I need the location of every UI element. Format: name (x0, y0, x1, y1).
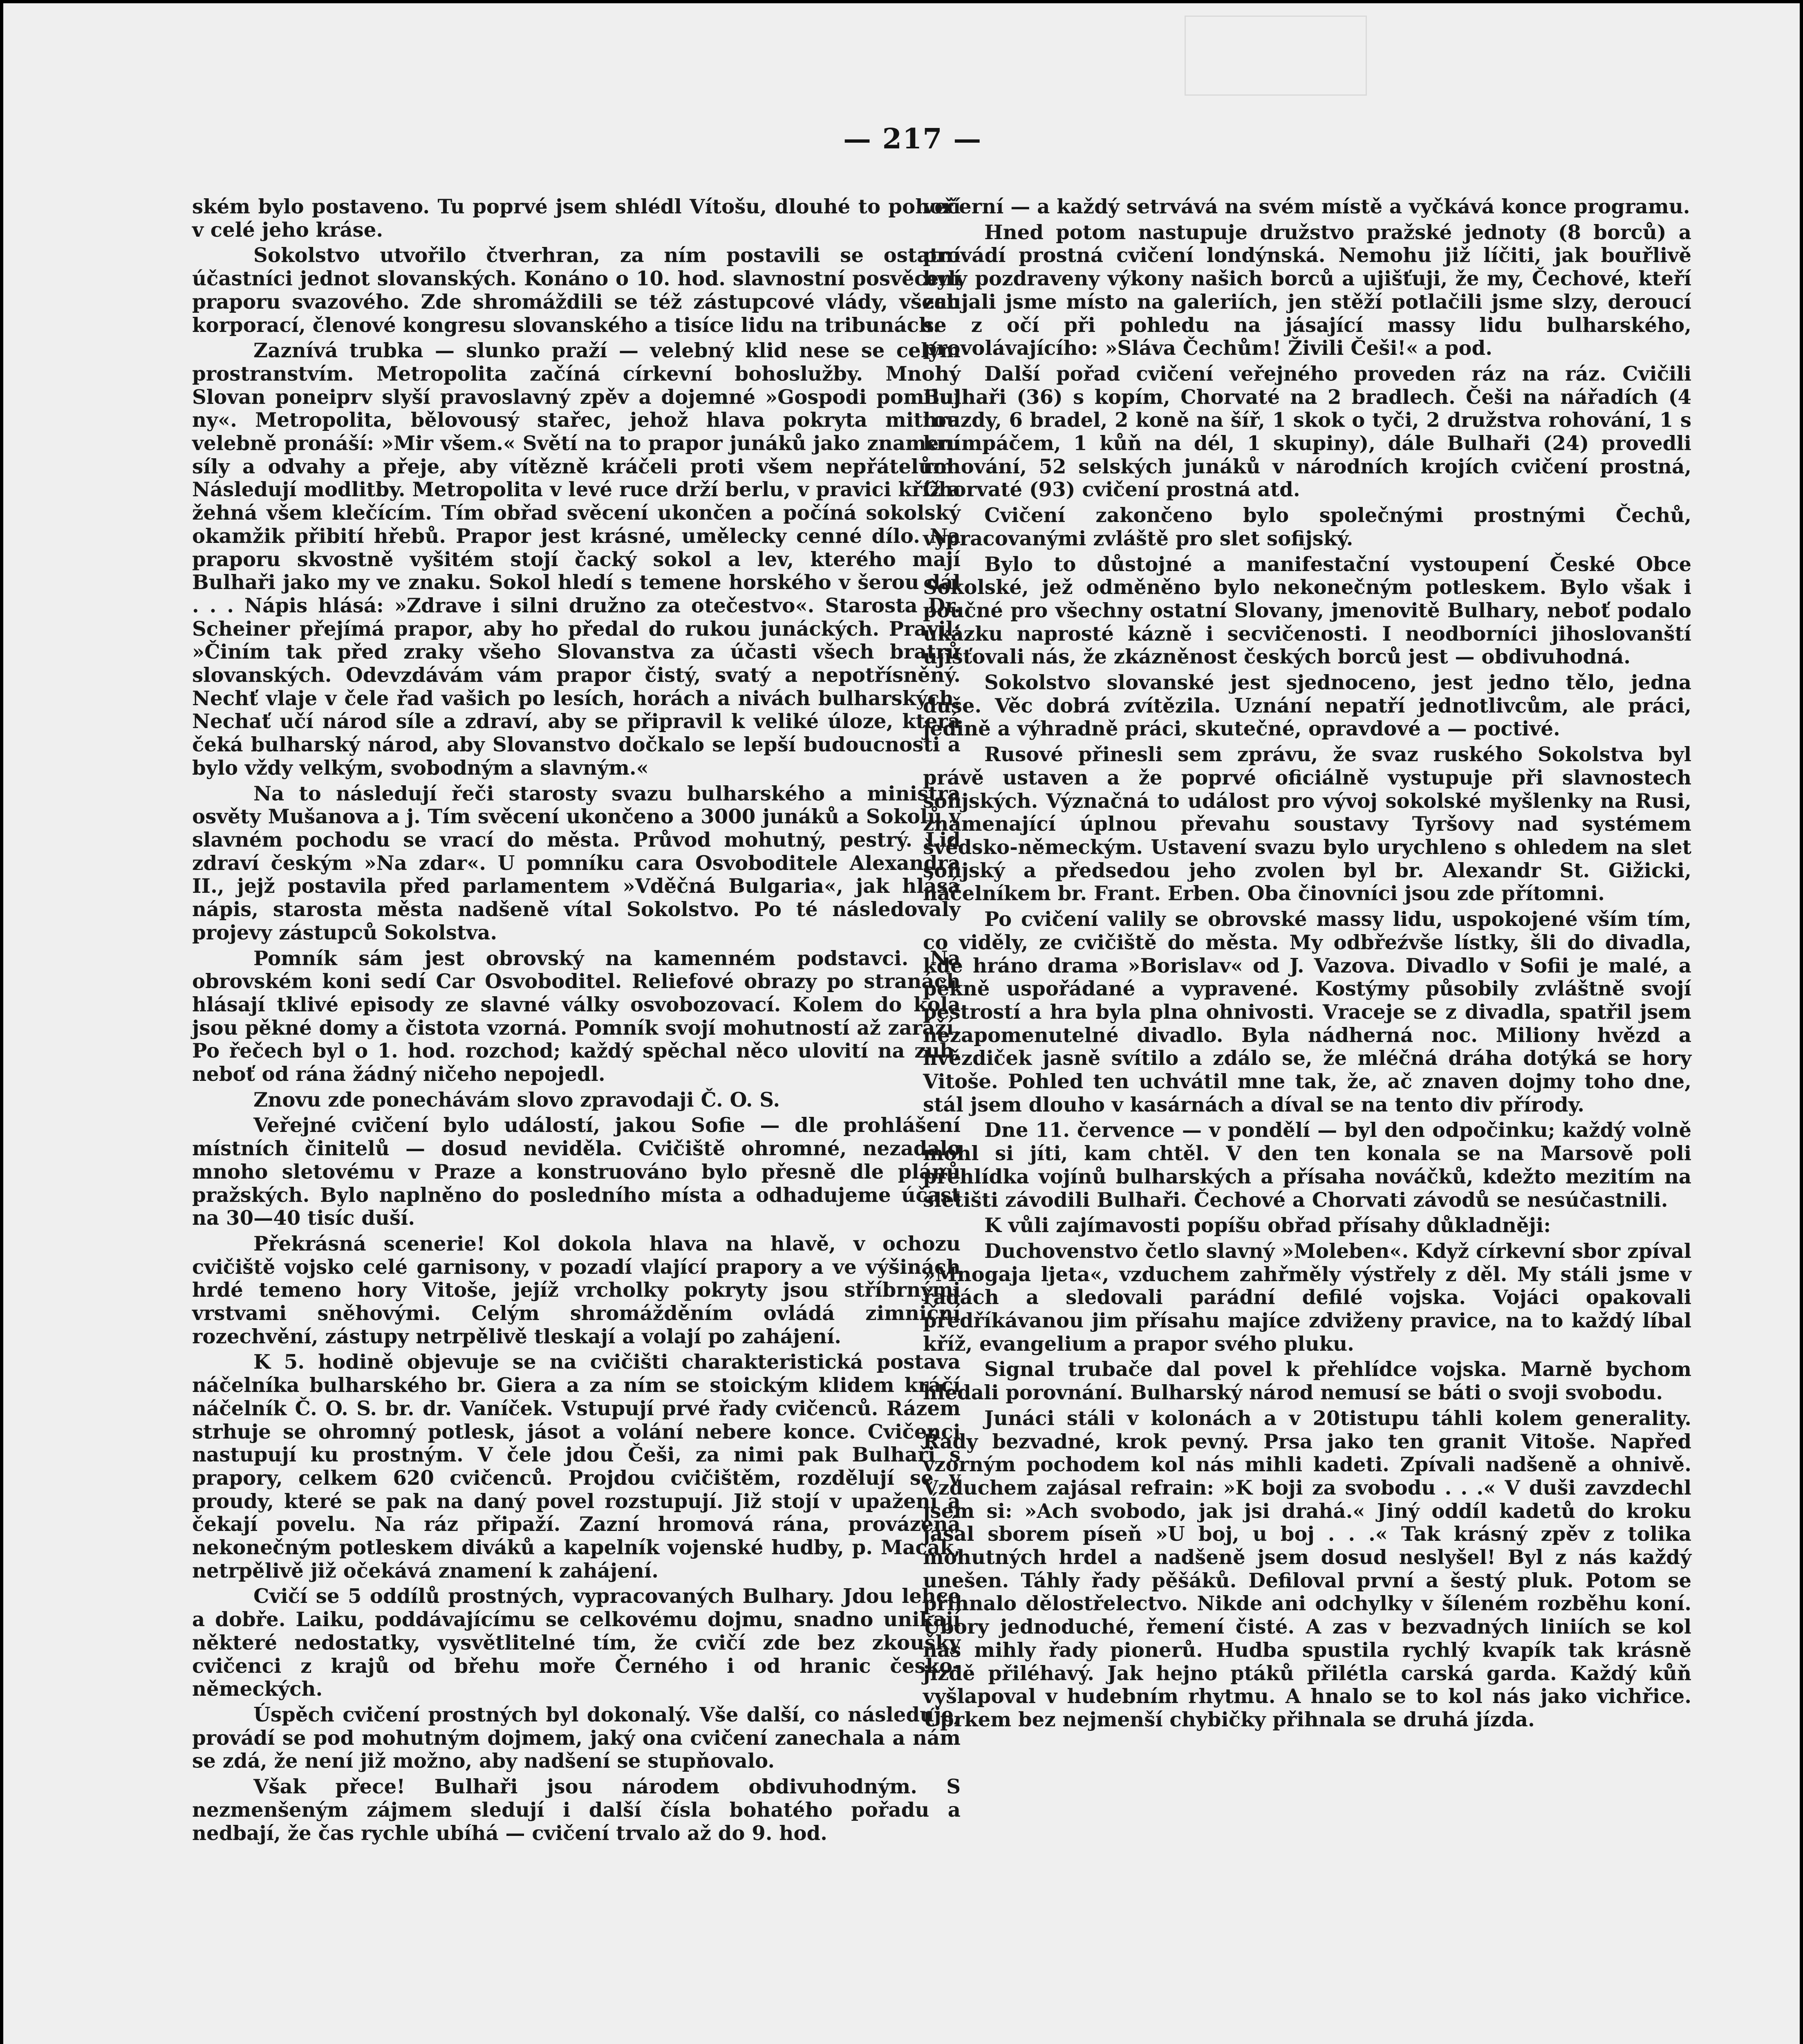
page-number: — 217 — (843, 123, 982, 155)
left-column (192, 195, 961, 1847)
paragraph: Cvičí se 5 oddílů prostných, vypracovaných Bulhary. Jdou lehce a dobře. Laiku, poddávajícímu se celkovému dojmu, snadno unikají některé nedostatky, vysvětlitelné tím, že cvičí zde bez zkoušky cvičenci z krajů od břehu moře Černého i od hranic česko-německých. (192, 1585, 961, 1701)
scan-artifact (1185, 16, 1367, 96)
paragraph: Další pořad cvičení veřejného proveden ráz na ráz. Cvičili Bulhaři (36) s kopím, Chorvaté na 2 bradlech. Češi na nářadích (4 hrazdy, 6 bradel, 2 koně na šíř, 1 skok o tyči, 2 družstva rohování, 1 s krumpáčem, 1 kůň na dél, 1 skupiny), dále Bulhaři (24) provedli rohování, 52 selských junáků v národních krojích cvičení prostná, Chorvaté (93) cvičení prostná atd. (923, 362, 1691, 502)
paragraph: Duchovenstvo četlo slavný »Moleben«. Když církevní sbor zpíval »Mnogaja ljeta«, vzduchem zahřměly výstřely z děl. My stáli jsme v řadách a sledovali parádní defilé vojska. Vojáci opakovali předříkávanou jim přísahu majíce zdviženy pravice, na to každý líbal kříž, evangelium a prapor svého pluku. (923, 1239, 1691, 1356)
paragraph: Zaznívá trubka — slunko praží — velebný klid nese se celým prostranstvím. Metropolita začíná církevní bohoslužby. Mnohý Slovan poneiprv slyší pravoslavný zpěv a dojemné »Gospodi pomiluj ny«. Metropolita, bělovousý stařec, jehož hlava pokryta mitrou velebně pronáší: »Mir všem.« Světí na to prapor junáků jako znamení síly a odvahy a přeje, aby vítězně kráčeli proti všem nepřátelům. Následují modlitby. Metropolita v levé ruce drží berlu, v pravici kříž a žehná všem klečícím. Tím obřad svěcení ukončen a počíná sokolský okamžik přibití hřebů. Prapor jest krásné, umělecky cenné dílo. Na praporu skvostně vyšitém stojí čacký sokol a lev, kterého mají Bulhaři jako my ve znaku. Sokol hledí s temene horského v šerou dál . . . Nápis hlásá: »Zdrave i silni družno za otečestvo«. Starosta Dr. Scheiner přejímá prapor, aby ho předal do rukou junáckých. Pravil: »Činím tak před zraky všeho Slovanstva za účasti všech bratrů slovanských. Odevzdávám vám prapor čistý, svatý a nepotřísněný. Nechť vlaje v čele řad vašich po lesích, horách a nivách bulharských. Nechať učí národ síle a zdraví, aby se připravil k veliké úloze, která čeká bulharský národ, aby Slovanstvo dočkalo se lepší budoucnosti a bylo vždy velkým, svobodným a slavným.« (192, 339, 961, 780)
paragraph: Však přece! Bulhaři jsou národem obdivuhodným. S nezmenšeným zájmem sledují i další čísla bohatého pořadu a nedbají, že čas rychle ubíhá — cvičení trvalo až do 9. hod. (192, 1775, 961, 1845)
paragraph: K vůli zajímavosti popíšu obřad přísahy důkladněji: (984, 1214, 1551, 1237)
paragraph: Sokolstvo utvořilo čtverhran, za ním postavili se ostatní účastníci jednot slovanských. Konáno o 10. hod. slavnostní posvěcení praporu svazového. Zde shromáždili se též zástupcové vlády, všech korporací, členové kongresu slovanského a tisíce lidu na tribunách. (192, 244, 961, 337)
paragraph: Překrásná scenerie! Kol dokola hlava na hlavě, v ochozu cvičiště vojsko celé garnisony, v pozadí vlající prapory a ve výšinách hrdé temeno hory Vitoše, jejíž vrcholky pokryty jsou stříbrnými vrstvami sněhovými. Celým shromážděním ovládá zimniční rozechvění, zástupy netrpělivě tleskají a volají po zahájení. (192, 1232, 961, 1348)
paragraph: večerní — a každý setrvává na svém místě a vyčkává konce programu. (923, 195, 1690, 218)
paragraph: Úspěch cvičení prostných byl dokonalý. Vše další, co následuje, provádí se pod mohutným dojmem, jaký ona cvičení zanechala a nám se zdá, že není již možno, aby nadšení se stupňovalo. (192, 1703, 961, 1773)
paragraph: Rusové přinesli sem zprávu, že svaz ruského Sokolstva byl právě ustaven a že poprvé oficiálně vystupuje při slavnostech sofijských. Význačná to událost pro vývoj sokolské myšlenky na Rusi, znamenající úplnou převahu soustavy Tyršovy nad systémem švédsko-německým. Ustavení svazu bylo urychleno s ohledem na slet sofijský a předsedou jeho zvolen byl br. Alexandr St. Gižicki, náčelníkem br. Frant. Erben. Oba činovníci jsou zde přítomni. (923, 743, 1691, 905)
paragraph: Bylo to důstojné a manifestační vystoupení České Obce Sokolské, jež odměněno bylo nekonečným potleskem. Bylo však i poučné pro všechny ostatní Slovany, jmenovitě Bulhary, neboť podalo ukázku naprosté kázně i secvičenosti. I neodborníci jihoslovanští ujišťovali nás, že zkázněnost českých borců jest — obdivuhodná. (923, 553, 1691, 669)
paragraph: Veřejné cvičení bylo událostí, jakou Sofie — dle prohlášení místních činitelů — dosud neviděla. Cvičiště ohromné, nezadalo mnoho sletovému v Praze a konstruováno bylo přesně dle plánů pražských. Bylo naplněno do posledního místa a odhadujeme účast na 30—40 tisíc duší. (192, 1114, 961, 1230)
paragraph: Dne 11. července — v pondělí — byl den odpočinku; každý volně mohl si jíti, kam chtěl. V den ten konala se na Marsově poli přehlídka vojínů bulharských a přísaha nováčků, kdežto mezitím na sletišti závodili Bulhaři. Čechové a Chorvati závodů se nesúčastnili. (923, 1119, 1691, 1212)
paragraph: Signal trubače dal povel k přehlídce vojska. Marně bychom hledali porovnání. Bulharský národ nemusí se báti o svoji svobodu. (923, 1358, 1691, 1405)
paragraph: Znovu zde ponechávám slovo zpravodaji Č. O. S. (253, 1088, 780, 1112)
paragraph: Po cvičení valily se obrovské massy lidu, uspokojené vším tím, co viděly, ze cvičiště do města. My odbřeźvše lístky, šli do divadla, kde hráno drama »Borislav« od J. Vazova. Divadlo v Sofii je malé, a pěkně uspořádané a vypravené. Kostýmy působily zvláštně svojí pestrostí a hra byla plna ohnivosti. Vraceje se z divadla, spatřil jsem nezapomenutelné divadlo. Byla nádherná noc. Miliony hvězd a hvězdiček jasně svítilo a zdálo se, že mléčná dráha dotýká se hory Vitoše. Pohled ten uchvátil mne tak, že, ač znaven dojmy toho dne, stál jsem dlouho v kasárnách a díval se na tento div přírody. (923, 908, 1691, 1116)
paragraph: Sokolstvo slovanské jest sjednoceno, jest jedno tělo, jedna duše. Věc dobrá zvítězila. Uznání nepatří jednotlivcům, ale práci, jedině a výhradně práci, skutečné, opravdové a — poctivé. (923, 671, 1691, 741)
paragraph: K 5. hodině objevuje se na cvičišti charakteristická postava náčelníka bulharského br. Giera a za ním se stoickým klidem kráčí náčelník Č. O. S. br. dr. Vaníček. Vstupují prvé řady cvičenců. Rázem strhuje se ohromný potlesk, jásot a volání nebere konce. Cvičenci nastupují ku prostným. V čele jdou Češi, za nimi pak Bulhaři s prapory, celkem 620 cvičenců. Projdou cvičištěm, rozdělují se v proudy, které se pak na daný povel rozstupují. Již stojí v upažení a čekají povelu. Na ráz připaží. Zazní hromová rána, provázená nekonečným potleskem diváků a kapelník vojenské hudby, p. Macák, netrpělivě již očekává znamení k zahájení. (192, 1351, 961, 1582)
paragraph: Hned potom nastupuje družstvo pražské jednoty (8 borců) a provádí prostná cvičení londýnská. Nemohu již líčiti, jak bouřlivě byly pozdraveny výkony našich borců a ujišťuji, že my, Čechové, kteří zaujali jsme místo na galeriích, jen stěží potlačili jsme slzy, deroucí se z očí při pohledu na jásající massy lidu bulharského, provolávajícího: »Sláva Čechům! Živili Češi!« a pod. (923, 221, 1691, 360)
paragraph: Junáci stáli v kolonách a v 20tistupu táhli kolem generality. Řady bezvadné, krok pevný. Prsa jako ten granit Vitoše. Napřed vzorným pochodem kol nás mihli kadeti. Zpívali nadšeně a ohnivě. Vzduchem zajásal refrain: »K boji za svobodu . . .« V duši zavzdechl jsem si: »Ach svobodo, jak jsi drahá.« Jiný oddíl kadetů do kroku jásal sborem píseň »U boj, u boj . . .« Tak krásný zpěv z tolika mohutných hrdel a nadšeně jsem dosud neslyšel! Byl z nás každý unešen. Táhly řady pěšáků. Defiloval první a šestý pluk. Potom se přihnalo dělostřelectvo. Nikde ani odchylky v šíleném rozběhu koní. Úbory jednoduché, řemení čisté. A zas v bezvadných liniích se kol nás mihly řady pionerů. Hudba spustila rychlý kvapík tak krásně jízdě přiléhavý. Jak hejno ptáků přilétla carská garda. Každý kůň vyšlapoval v hudebním rhytmu. A hnalo se to kol nás jako vichřice. Úprkem bez nejmenší chybičky přihnala se druhá jízda. (923, 1407, 1691, 1731)
paragraph: Na to následují řeči starosty svazu bulharského a ministra osvěty Mušanova a j. Tím svěcení ukončeno a 3000 junáků a Sokolů v slavném pochodu se vrací do města. Průvod mohutný, pestrý. Lid zdraví českým »Na zdar«. U pomníku cara Osvoboditele Alexandra II., jejž postavila před parlamentem »Vděčná Bulgaria«, jak hlásá nápis, starosta města nadšeně vítal Sokolstvo. Po té následovaly projevy zástupců Sokolstva. (192, 782, 961, 944)
right-column (923, 195, 1691, 1734)
paragraph: Cvičení zakončeno bylo společnými prostnými Čechů, vypracovanými zvláště pro slet sofijský. (923, 504, 1691, 550)
paragraph: ském bylo postaveno. Tu poprvé jsem shlédl Vítošu, dlouhé to pohoří v celé jeho kráse. (192, 195, 961, 242)
page (3, 3, 1800, 2044)
paragraph: Pomník sám jest obrovský na kamenném podstavci. Na obrovském koni sedí Car Osvoboditel. Reliefové obrazy po stranách hlásají tklivé episody ze slavné války osvobozovací. Kolem do kola jsou pěkné domy a čistota vzorná. Pomník svojí mohutností až zaráží. Po řečech byl o 1. hod. rozchod; každý spěchal něco ulovití na zub, neboť od rána žádný ničeho nepojedl. (192, 947, 961, 1086)
